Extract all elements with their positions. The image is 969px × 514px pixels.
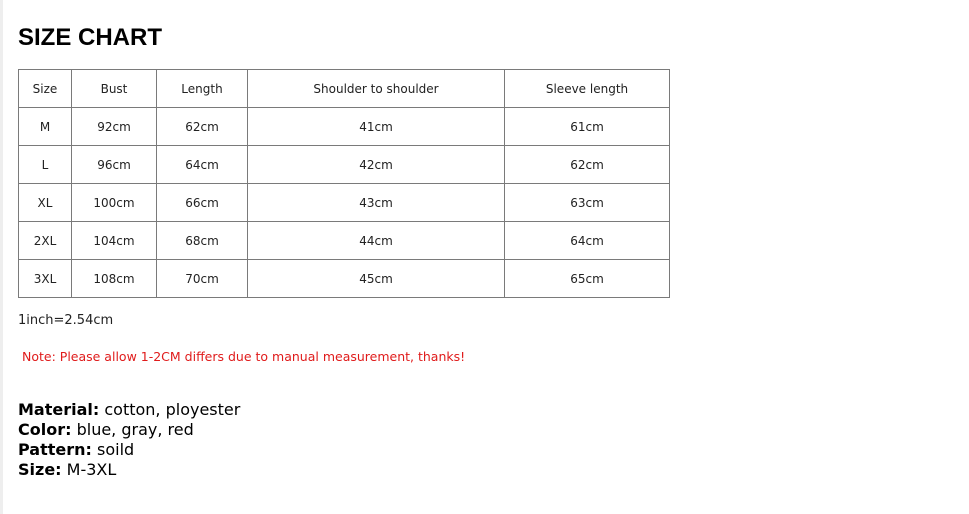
- spec-value: blue, gray, red: [71, 420, 194, 439]
- cell-sleeve: 65cm: [505, 260, 670, 298]
- cell-shoulder: 45cm: [248, 260, 505, 298]
- cell-length: 70cm: [157, 260, 248, 298]
- cell-size: L: [19, 146, 72, 184]
- cell-size: XL: [19, 184, 72, 222]
- cell-size: 2XL: [19, 222, 72, 260]
- spec-color: [18, 420, 240, 440]
- table-row: [19, 108, 670, 146]
- header-size: Size: [19, 70, 72, 108]
- spec-label: Color:: [18, 420, 72, 439]
- product-specs: [18, 400, 240, 480]
- cell-sleeve: 63cm: [505, 184, 670, 222]
- spec-label: Size:: [18, 460, 62, 479]
- page-title: SIZE CHART: [18, 24, 162, 51]
- cell-bust: 100cm: [72, 184, 157, 222]
- cell-sleeve: 62cm: [505, 146, 670, 184]
- cell-bust: 108cm: [72, 260, 157, 298]
- cell-size: 3XL: [19, 260, 72, 298]
- spec-size: [18, 460, 240, 480]
- spec-label: Pattern:: [18, 440, 92, 459]
- cell-bust: 96cm: [72, 146, 157, 184]
- header-shoulder: Shoulder to shoulder: [248, 70, 505, 108]
- spec-value: M-3XL: [61, 460, 117, 479]
- cell-shoulder: 41cm: [248, 108, 505, 146]
- cell-shoulder: 42cm: [248, 146, 505, 184]
- cell-shoulder: 43cm: [248, 184, 505, 222]
- cell-length: 62cm: [157, 108, 248, 146]
- cell-length: 66cm: [157, 184, 248, 222]
- table-row: [19, 222, 670, 260]
- cell-length: 64cm: [157, 146, 248, 184]
- inch-conversion-note: 1inch=2.54cm: [18, 313, 114, 328]
- size-chart-table: [18, 69, 670, 298]
- cell-sleeve: 64cm: [505, 222, 670, 260]
- table-row: [19, 146, 670, 184]
- measurement-note: Note: Please allow 1-2CM differs due to manual measurement, thanks!: [22, 349, 466, 364]
- spec-material: [18, 400, 240, 420]
- left-divider: [0, 0, 3, 514]
- table-header-row: [19, 70, 670, 108]
- spec-pattern: [18, 440, 240, 460]
- table-row: [19, 260, 670, 298]
- header-bust: Bust: [72, 70, 157, 108]
- cell-sleeve: 61cm: [505, 108, 670, 146]
- spec-value: soild: [91, 440, 135, 459]
- spec-value: cotton, ployester: [99, 400, 241, 419]
- header-sleeve: Sleeve length: [505, 70, 670, 108]
- header-length: Length: [157, 70, 248, 108]
- table-row: [19, 184, 670, 222]
- cell-shoulder: 44cm: [248, 222, 505, 260]
- cell-size: M: [19, 108, 72, 146]
- cell-bust: 104cm: [72, 222, 157, 260]
- cell-length: 68cm: [157, 222, 248, 260]
- cell-bust: 92cm: [72, 108, 157, 146]
- spec-label: Material:: [18, 400, 100, 419]
